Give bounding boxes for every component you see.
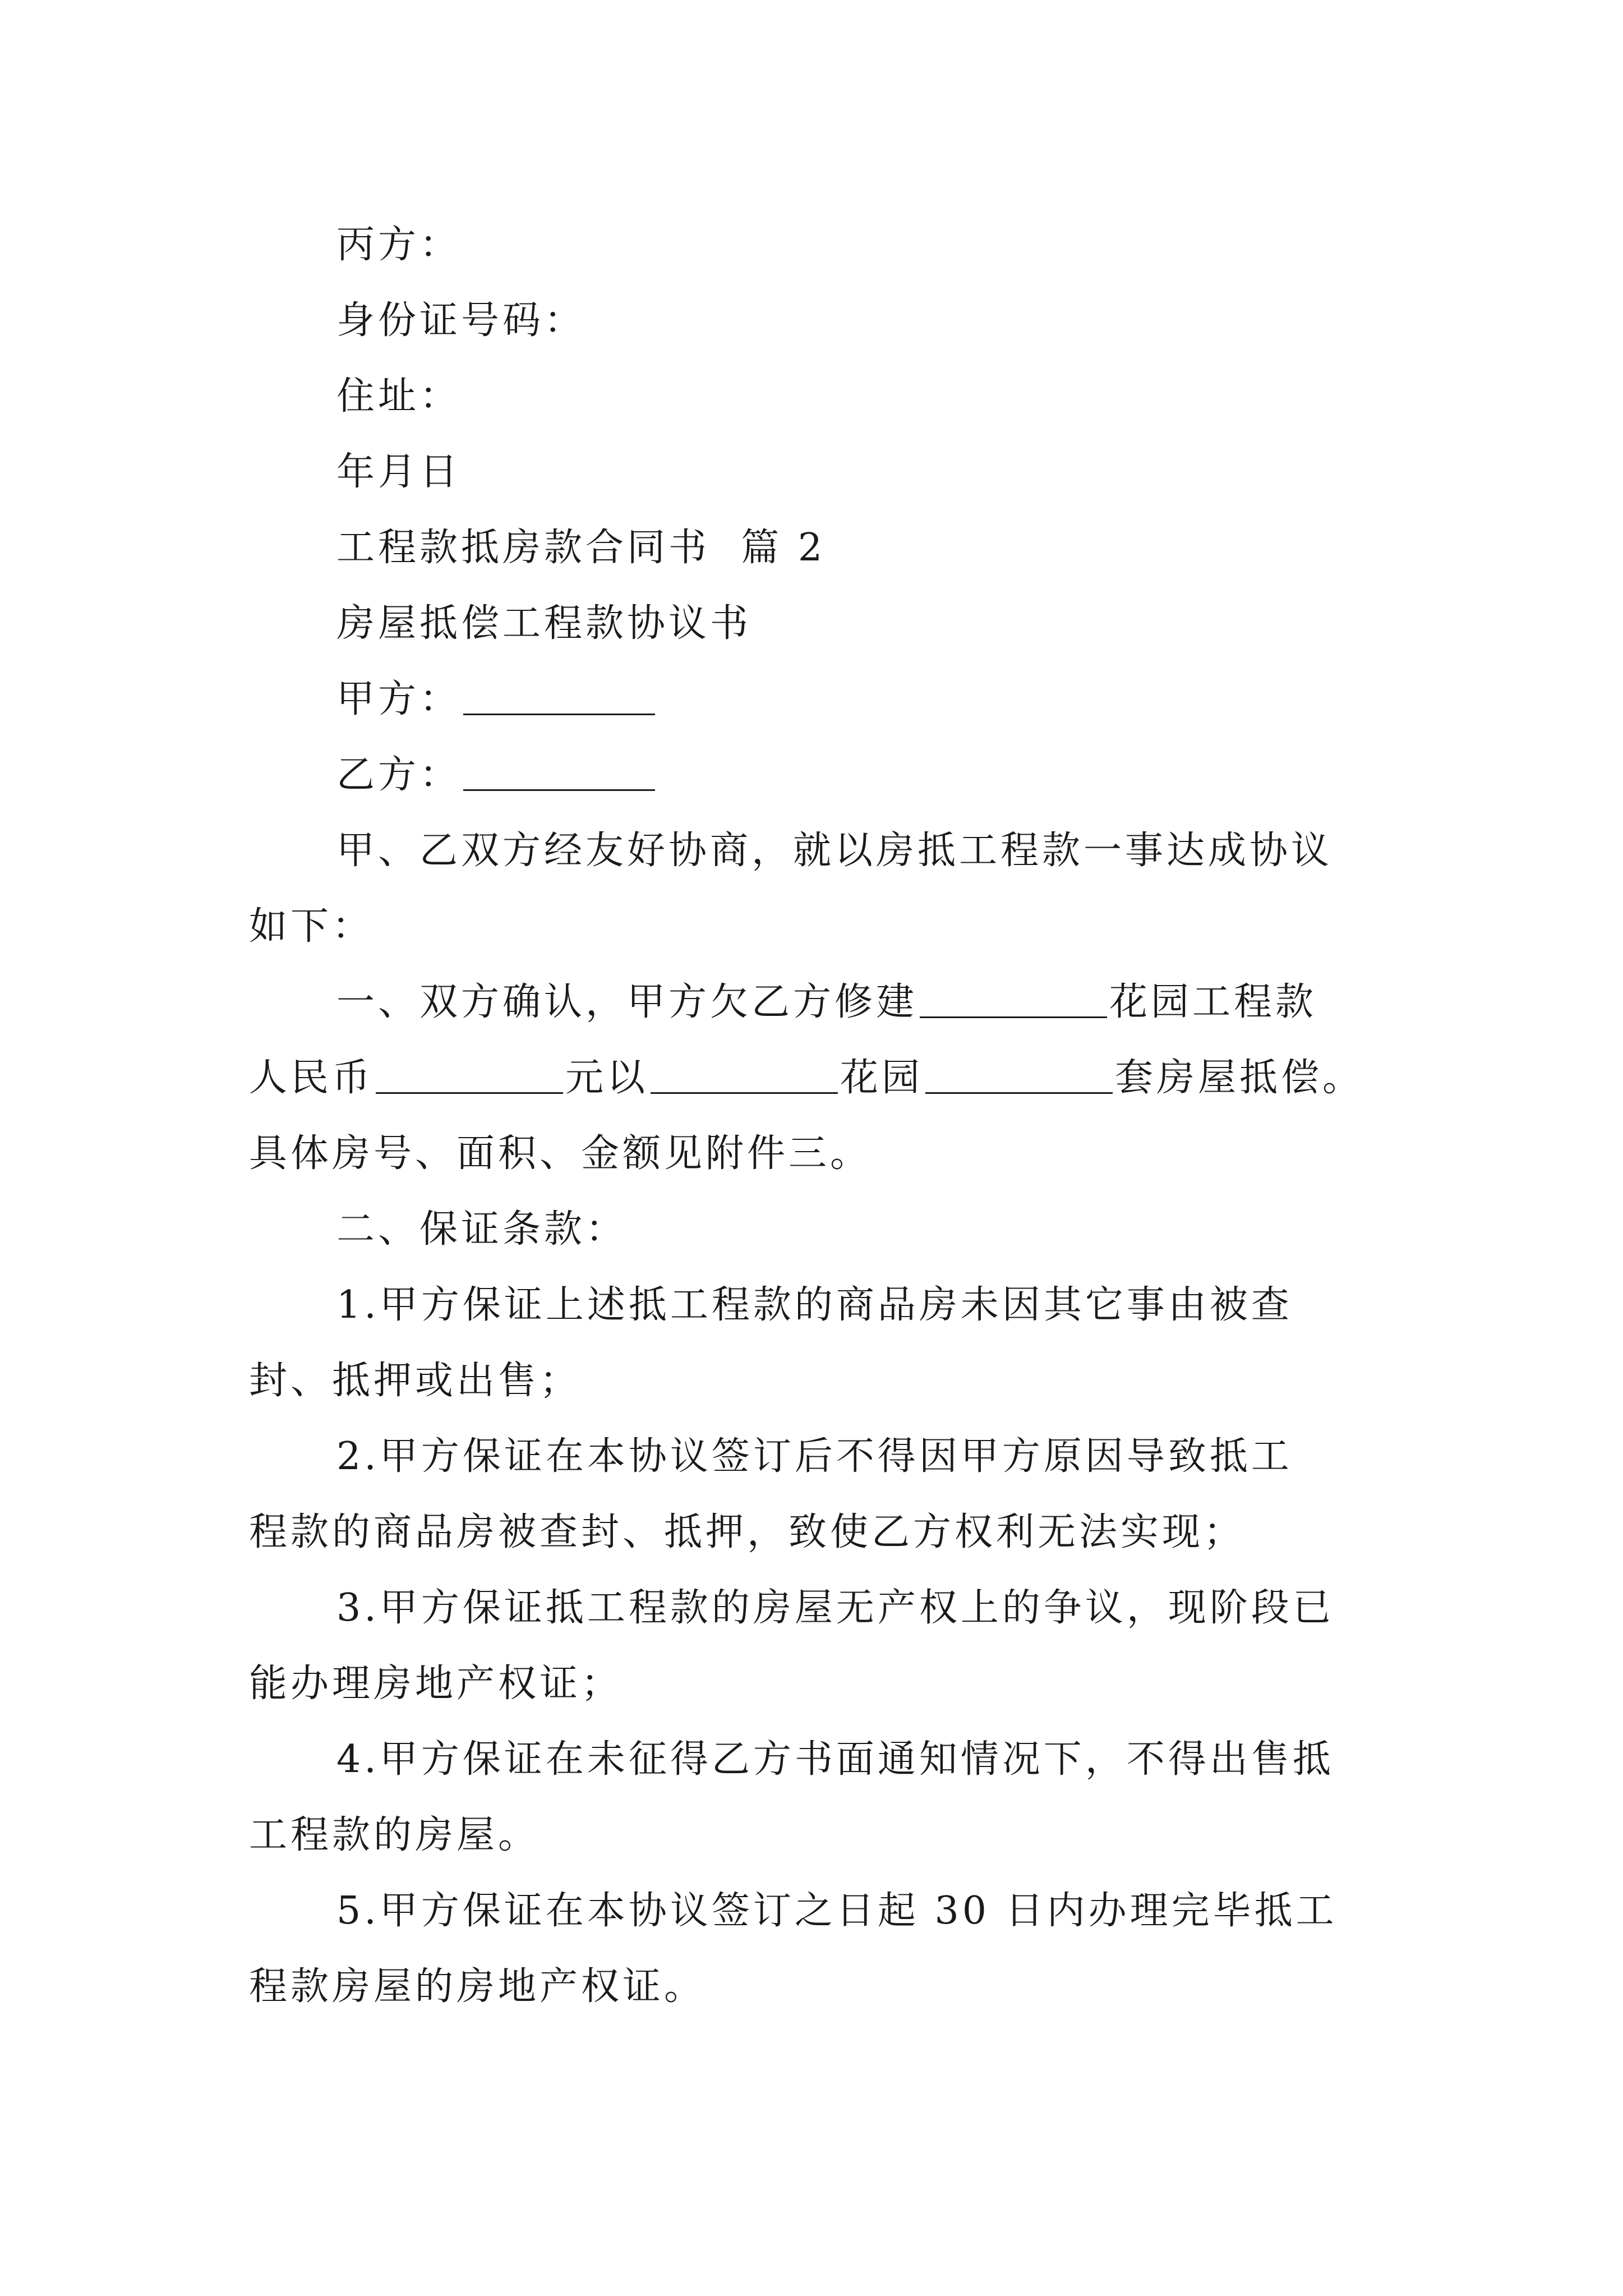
- party-c-address-label: 住址：: [336, 374, 462, 418]
- guarantee-4-line-1: 4.甲方保证在未征得乙方书面通知情况下，不得出售抵: [336, 1737, 1334, 1782]
- clause1-blank-amount: [376, 1090, 563, 1094]
- party-b-label: 乙方：: [336, 753, 462, 797]
- party-a-line: [336, 677, 657, 721]
- clause1-part-a: 一、双方确认，甲方欠乙方修建: [336, 980, 918, 1024]
- guarantee-1-line-2: 封、抵押或出售；: [249, 1359, 582, 1403]
- party-b-blank: [463, 787, 655, 791]
- clause2-heading: 二、保证条款：: [336, 1207, 628, 1251]
- agreement-title: 房屋抵偿工程款协议书: [336, 601, 752, 646]
- clause1-blank-garden: [651, 1090, 838, 1094]
- guarantee-2-line-2: 程款的商品房被查封、抵押，致使乙方权利无法实现；: [249, 1510, 1246, 1554]
- clause1-part-d: 元以: [565, 1056, 649, 1100]
- clause1-line-2: [249, 1056, 1364, 1100]
- date-line: 年月日: [336, 450, 462, 494]
- clause1-part-b: 花园工程款: [1109, 980, 1317, 1024]
- party-c-id-label: 身份证号码：: [336, 298, 586, 343]
- clause1-part-f: 套房屋抵偿。: [1115, 1056, 1364, 1100]
- party-c-label: 丙方：: [336, 223, 462, 267]
- clause1-blank-project: [920, 1014, 1107, 1018]
- guarantee-5-line-2: 程款房屋的房地产权证。: [249, 1964, 706, 2009]
- party-b-line: [336, 753, 657, 797]
- intro-line-1: 甲、乙双方经友好协商，就以房抵工程款一事达成协议: [336, 829, 1333, 873]
- clause1-blank-units: [925, 1090, 1113, 1094]
- guarantee-1-line-1: 1.甲方保证上述抵工程款的商品房未因其它事由被查: [336, 1283, 1293, 1327]
- guarantee-3-line-2: 能办理房地产权证；: [249, 1662, 623, 1706]
- clause1-line-1: [336, 980, 1317, 1024]
- clause1-line-3: 具体房号、面积、金额见附件三。: [249, 1131, 872, 1176]
- party-a-blank: [463, 711, 655, 715]
- section-title: 工程款抵房款合同书 篇 2: [336, 526, 826, 570]
- clause1-part-c: 人民币: [249, 1056, 374, 1100]
- guarantee-2-line-1: 2.甲方保证在本协议签订后不得因甲方原因导致抵工: [336, 1434, 1293, 1479]
- guarantee-5-line-1: 5.甲方保证在本协议签订之日起 30 日内办理完毕抵工: [336, 1889, 1338, 1933]
- guarantee-3-line-1: 3.甲方保证抵工程款的房屋无产权上的争议，现阶段已: [336, 1586, 1334, 1630]
- clause1-part-e: 花园: [840, 1056, 924, 1100]
- party-a-label: 甲方：: [336, 677, 462, 721]
- intro-line-2: 如下：: [249, 904, 374, 949]
- guarantee-4-line-2: 工程款的房屋。: [249, 1813, 540, 1857]
